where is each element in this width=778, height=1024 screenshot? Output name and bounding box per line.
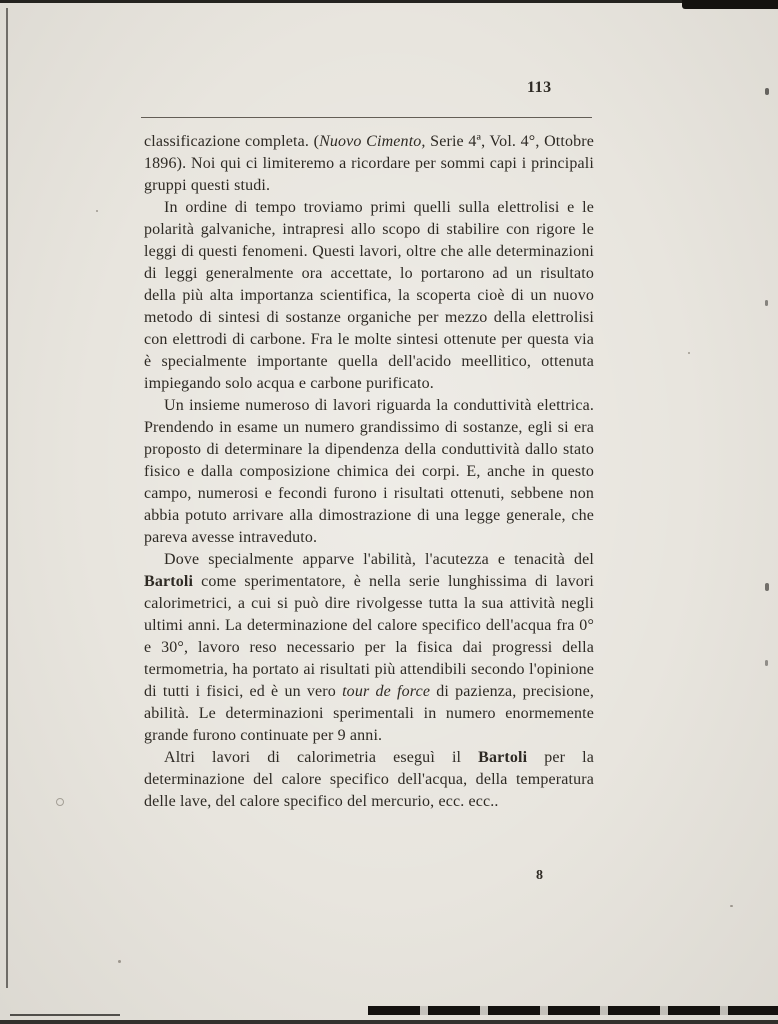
- text-run-normal: Altri lavori di calorimetria eseguì il: [164, 749, 479, 766]
- text-block: [144, 131, 594, 813]
- scan-artifact-bottom-left: [10, 1014, 120, 1016]
- signature-mark: 8: [536, 868, 543, 883]
- scan-artifact-bottom-edge: [0, 1020, 778, 1024]
- scan-artifact-top-edge: [0, 0, 778, 3]
- scan-artifact-top-right: [682, 0, 778, 9]
- scan-artifact-right-tick: [765, 88, 769, 95]
- scan-artifact-left-edge: [6, 8, 8, 988]
- text-run-normal: classificazione completa. (: [144, 133, 320, 150]
- text-run-normal: Serie 4ª, Vol. 4°, Ottobre 1896). Noi qui ci limiteremo a ricordare per sommi capi i principali gruppi questi studi.: [144, 133, 595, 194]
- scan-artifact-right-tick: [765, 583, 769, 591]
- paper-speck: [56, 798, 64, 806]
- text-run-normal: In ordine di tempo troviamo primi quelli sulla elettrolisi e le polarità galvaniche, intrapresi allo scopo di stabilire con rigore le leggi di questi fenomeni. Questi lavori, oltre che alle determinazioni di leggi generalmente ora accettate, lo portarono ad un risultato della più alta importanza scientifica, la scoperta cioè di un nuovo metodo di sintesi di sostanze organiche per mezzo della elettrolisi con elettrodi di carbone. Fra le molte sintesi ottenute per questa via è specialmente importante quella dell'acido meellitico, ottenuta impiegando solo acqua e carbone purificato.: [144, 199, 594, 392]
- paragraph: [144, 395, 594, 549]
- text-run-normal: per la determinazione del calore specifico dell'acqua, della temperatura delle lave, del calore specifico del mercurio, ecc. ecc..: [144, 749, 595, 810]
- paragraph: [144, 549, 594, 747]
- header-rule: [141, 117, 592, 118]
- text-run-italic: tour de force: [342, 683, 431, 700]
- paper-speck: [730, 905, 733, 907]
- text-run-normal: Un insieme numeroso di lavori riguarda la conduttività elettrica. Prendendo in esame un numero grandissimo di sostanze, egli si era proposto di determinare la dipendenza della conduttività dallo stato fisico e dalla composizione chimica dei corpi. E, anche in questo campo, numerosi e fecondi furono i risultati ottenuti, sebbene non abbia potuto arrivare alla dimostrazione di una legge generale, che pareva avesse intraveduto.: [144, 397, 594, 546]
- scan-artifact-bottom-bar: [368, 1006, 778, 1015]
- paragraph: [144, 747, 594, 813]
- text-run-normal: di pazienza, precisione, abilità. Le determinazioni sperimentali in numero enormemente grande furono continuate per 9 anni.: [144, 683, 594, 744]
- scan-artifact-right-tick: [765, 660, 768, 666]
- paper-speck: [96, 210, 98, 212]
- text-run-bold: Bartoli: [478, 749, 528, 766]
- text-run-normal: come sperimentatore, è nella serie lunghissima di lavori calorimetrici, a cui si può dire rivolgesse tutta la sua attività negli ultimi anni. La determinazione del calore specifico dell'acqua fra 0° e 30°, lavoro reso necessario per la fisica dai progressi della termometria, ha portato ai risultati più attendibili secondo l'opinione di tutti i fisici, ed è un vero: [144, 573, 594, 700]
- scan-artifact-right-tick: [765, 300, 768, 306]
- page-number: 113: [527, 79, 552, 96]
- paragraph: [144, 197, 594, 395]
- paper-speck: [118, 960, 121, 963]
- text-run-normal: Dove specialmente apparve l'abilità, l'acutezza e tenacità del: [164, 551, 594, 568]
- paper-speck: [688, 352, 690, 354]
- text-run-bold: Bartoli: [144, 573, 194, 590]
- paragraph: [144, 131, 594, 197]
- text-run-italic: Nuovo Cimento,: [319, 133, 426, 150]
